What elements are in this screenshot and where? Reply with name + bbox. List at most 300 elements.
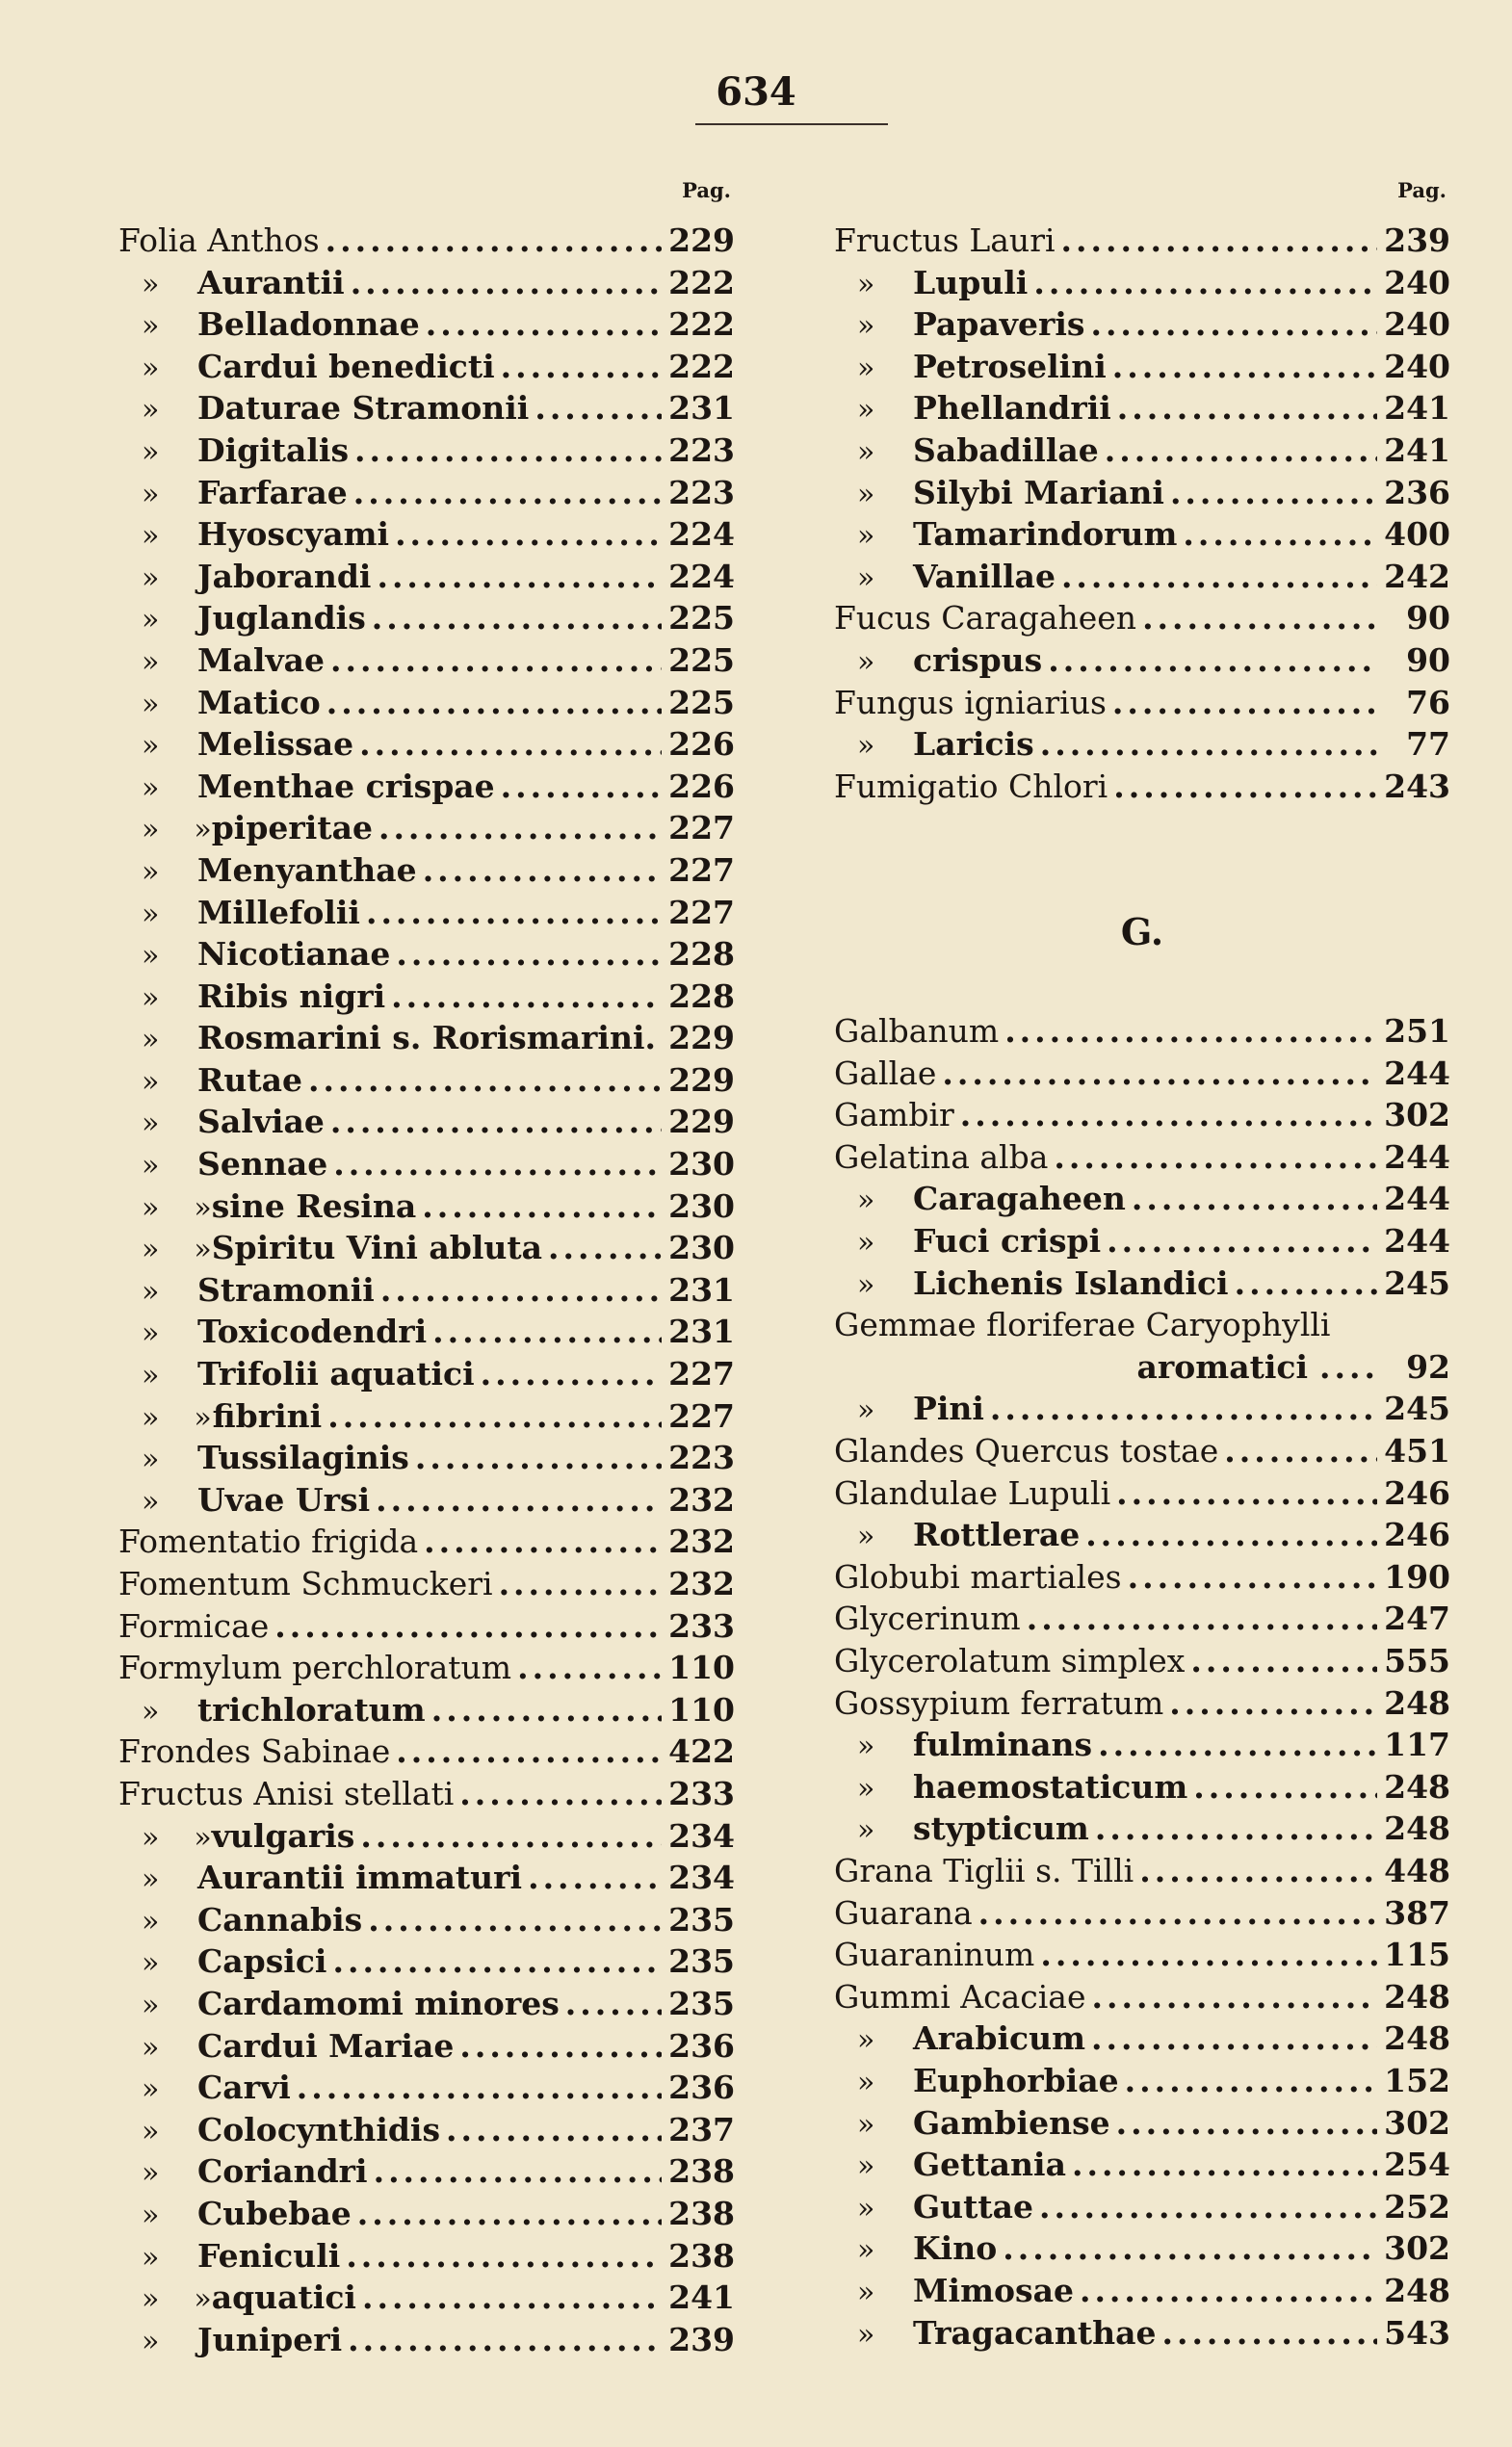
entry-term: Ribis nigri (197, 976, 386, 1015)
index-entry (834, 515, 1450, 558)
entry-page: 222 (668, 347, 735, 385)
entry-page: 248 (1384, 1809, 1450, 1848)
ditto-mark: » (142, 2282, 160, 2317)
dot-leader (348, 2321, 662, 2358)
index-entry (118, 1859, 735, 1901)
index-entry (834, 725, 1450, 768)
index-entry (118, 1355, 735, 1397)
entry-term: Rutae (197, 1060, 303, 1099)
index-entry (118, 221, 735, 264)
entry-page: 302 (1384, 2229, 1450, 2268)
dot-leader (424, 1523, 662, 1560)
index-entry (834, 1978, 1450, 2020)
dot-leader (395, 515, 662, 553)
entry-page: 248 (1384, 1683, 1450, 1722)
entry-page: 242 (1384, 557, 1450, 595)
entry-term: Silybi Mariani (913, 473, 1164, 511)
index-entry (118, 2321, 735, 2363)
ditto-mark: » (142, 2072, 160, 2107)
entry-page: 245 (1384, 1390, 1450, 1428)
spacer (834, 971, 1450, 1013)
dot-leader (1061, 558, 1377, 595)
entry-page: 115 (1384, 1936, 1450, 1974)
entry-page: 244 (1384, 1054, 1450, 1092)
entry-page: 236 (668, 2026, 735, 2065)
ditto-mark: » (857, 560, 875, 595)
ditto-mark: » (194, 1820, 212, 1855)
dot-leader (1039, 2188, 1377, 2226)
dot-leader (330, 641, 662, 679)
ditto-mark: » (142, 309, 160, 344)
entry-page: 238 (668, 2194, 735, 2232)
ditto-mark: » (142, 477, 160, 511)
dot-leader (1183, 515, 1377, 553)
entry-term: sine Resina (211, 1186, 417, 1225)
dot-leader (1040, 1936, 1377, 1973)
entry-term: fibrini (212, 1396, 323, 1435)
entry-page: 241 (668, 2278, 735, 2317)
dot-leader (960, 1096, 1377, 1133)
entry-page: 230 (668, 1145, 735, 1184)
dot-leader (978, 1894, 1377, 1932)
entry-term: Petroselini (913, 347, 1107, 385)
index-entry (118, 809, 735, 851)
entry-page: 230 (668, 1229, 735, 1267)
entry-term: Fructus Lauri (834, 221, 1056, 259)
dot-leader (415, 1439, 662, 1476)
dot-leader (297, 2069, 662, 2106)
page-number: 634 (716, 69, 796, 115)
entry-term: Guttae (913, 2187, 1034, 2226)
index-entry (118, 1649, 735, 1691)
ditto-mark: » (142, 1064, 160, 1099)
ditto-mark: » (857, 519, 875, 554)
index-entry (834, 221, 1450, 264)
dot-leader (1113, 768, 1377, 805)
entry-page: 240 (1384, 263, 1450, 301)
entry-term: trichloratum (197, 1690, 426, 1729)
index-entry (118, 2069, 735, 2111)
entry-page: 248 (1384, 1767, 1450, 1806)
dot-leader (1112, 684, 1377, 721)
entry-page: 238 (668, 2236, 735, 2275)
entry-page: 236 (1384, 473, 1450, 511)
entry-page: 248 (1384, 2019, 1450, 2058)
ditto-mark: » (857, 2107, 875, 2142)
dot-leader (396, 1732, 662, 1770)
ditto-mark: » (857, 644, 875, 679)
entry-page: 226 (668, 725, 735, 764)
ditto-mark: » (142, 519, 160, 554)
ditto-mark: » (857, 2149, 875, 2184)
entry-term: Daturae Stramonii (197, 389, 530, 428)
dot-leader (378, 809, 662, 846)
entry-page: 227 (668, 1396, 735, 1435)
ditto-mark: » (857, 2275, 875, 2309)
entry-term: aquatici (211, 2278, 356, 2317)
dot-leader (1161, 2314, 1377, 2352)
dot-leader (528, 1859, 662, 1896)
entry-page: 245 (1384, 1263, 1450, 1302)
ditto-mark: » (857, 309, 875, 344)
index-entry (834, 558, 1450, 600)
dot-leader (1142, 599, 1377, 637)
ditto-mark: » (857, 351, 875, 385)
index-entry (834, 1432, 1450, 1474)
index-entry (834, 768, 1450, 810)
entry-page: 230 (668, 1186, 735, 1225)
index-entry (118, 2278, 735, 2321)
index-entry (118, 1775, 735, 1817)
entry-term: Gambiense (913, 2103, 1110, 2142)
entry-page: 225 (668, 599, 735, 638)
entry-term: Carvi (197, 2069, 291, 2107)
dot-leader (1091, 2019, 1377, 2057)
dot-leader (499, 1565, 662, 1602)
entry-term: Gummi Acaciae (834, 1977, 1086, 2016)
index-entry (834, 1222, 1450, 1264)
ditto-mark: » (142, 1820, 160, 1855)
entry-term: Formicae (118, 1606, 270, 1645)
index-entry (118, 894, 735, 936)
ditto-mark: » (142, 1946, 160, 1981)
ditto-mark: » (142, 2114, 160, 2148)
index-entry (118, 1565, 735, 1607)
ditto-mark: » (857, 1520, 875, 1554)
index-entry (118, 1901, 735, 1943)
index-entry (118, 1691, 735, 1733)
dot-leader (326, 684, 662, 721)
entry-page: 223 (668, 1439, 735, 1477)
ditto-mark: » (142, 939, 160, 974)
index-entry (834, 474, 1450, 516)
entry-term: Capsici (197, 1942, 327, 1981)
entry-page: 248 (1384, 2271, 1450, 2309)
entry-term: Fomentatio frigida (118, 1523, 419, 1561)
entry-page: 302 (1384, 2103, 1450, 2142)
dot-leader (1132, 1180, 1377, 1217)
entry-term: Gambir (834, 1096, 954, 1134)
entry-term: Gallae (834, 1054, 937, 1092)
index-entry (118, 768, 735, 810)
dot-leader (357, 2195, 662, 2232)
entry-page: 90 (1406, 599, 1450, 638)
entry-page: 231 (668, 1313, 735, 1351)
entry-term: Gossypium ferratum (834, 1683, 1164, 1722)
entry-term: Lichenis Islandici (913, 1263, 1229, 1302)
entry-term: Frondes Sabinae (118, 1732, 391, 1771)
index-entry (118, 1145, 735, 1187)
entry-page: 117 (1384, 1726, 1450, 1764)
entry-term: Millefolii (197, 893, 360, 931)
index-entry (834, 264, 1450, 306)
ditto-mark: » (142, 1359, 160, 1393)
entry-term: Rottlerae (913, 1516, 1081, 1554)
entry-term: Salviae (197, 1103, 325, 1141)
entry-page: 233 (668, 1774, 735, 1812)
dot-leader (346, 2237, 662, 2275)
index-entry (834, 1474, 1450, 1517)
dot-leader (1125, 2062, 1377, 2099)
dot-leader (391, 977, 662, 1015)
index-entry (834, 2188, 1450, 2230)
ditto-mark: » (142, 2030, 160, 2065)
entry-term: Tragacanthae (913, 2313, 1157, 2352)
entry-page: 234 (668, 1816, 735, 1855)
ditto-mark: » (142, 393, 160, 428)
entry-page: 239 (1384, 221, 1450, 259)
entry-term: Juniperi (197, 2320, 343, 2358)
entry-page: 229 (668, 1060, 735, 1099)
entry-term: Uvae Ursi (197, 1480, 371, 1519)
ditto-mark: » (857, 2233, 875, 2268)
entry-term: Arabicum (913, 2019, 1085, 2058)
entry-term: Rosmarini s. Rorismarini. (197, 1019, 656, 1057)
dot-leader (1040, 725, 1377, 763)
entry-page: 235 (668, 1984, 735, 2022)
entry-term: Menyanthae (197, 850, 417, 889)
entry-page: 229 (668, 221, 735, 259)
entry-page: 226 (668, 767, 735, 805)
index-entry (834, 2019, 1450, 2062)
dot-leader (1105, 431, 1377, 469)
dot-leader (396, 935, 662, 973)
dot-leader (1091, 1978, 1377, 2016)
entry-term: Hyoscyami (197, 515, 390, 554)
index-entry (834, 2272, 1450, 2314)
entry-term: Cardui benedicti (197, 347, 495, 385)
entry-term: Grana Tiglii s. Tilli (834, 1851, 1134, 1889)
ditto-mark: » (142, 603, 160, 638)
ditto-mark: » (142, 1316, 160, 1351)
entry-page: 232 (668, 1523, 735, 1561)
ditto-mark: » (142, 1862, 160, 1897)
entry-term: Sabadillae (913, 430, 1099, 469)
index-entry (118, 2237, 735, 2279)
entry-page: 231 (668, 389, 735, 428)
dot-leader (431, 1691, 662, 1729)
entry-page: 227 (668, 893, 735, 931)
entry-term: vulgaris (211, 1816, 355, 1855)
index-entry (834, 1390, 1450, 1432)
entry-page: 235 (668, 1942, 735, 1981)
dot-leader (1116, 1474, 1377, 1512)
index-entry (118, 1607, 735, 1650)
index-entry (118, 431, 735, 474)
entry-term: Fucus Caragaheen (834, 599, 1137, 638)
entry-page: 90 (1406, 640, 1450, 679)
index-entry (834, 1852, 1450, 1894)
entry-page: 543 (1384, 2313, 1450, 2352)
ditto-mark: » (142, 1904, 160, 1939)
ditto-mark: » (142, 2156, 160, 2191)
entry-page: 254 (1384, 2146, 1450, 2184)
index-entry (834, 389, 1450, 431)
dot-leader (423, 851, 662, 889)
index-entry (834, 2146, 1450, 2188)
entry-term: Lupuli (913, 263, 1029, 301)
entry-term: Laricis (913, 725, 1034, 764)
index-entry (118, 1817, 735, 1860)
entry-page: 227 (668, 850, 735, 889)
entry-page: 229 (668, 1019, 735, 1057)
entry-page: 232 (668, 1480, 735, 1519)
ditto-mark: » (857, 1393, 875, 1428)
dot-leader (1193, 1768, 1377, 1806)
entry-term: Melissae (197, 725, 354, 764)
entry-term: Sennae (197, 1145, 328, 1184)
entry-page: 232 (668, 1565, 735, 1602)
dot-leader (332, 1942, 662, 1980)
entry-page: 110 (668, 1649, 735, 1687)
entry-page: 234 (668, 1859, 735, 1897)
entry-page: 252 (1384, 2187, 1450, 2226)
entry-term: piperitae (211, 809, 373, 847)
page-number-rule (695, 123, 888, 125)
index-entry (834, 1768, 1450, 1810)
dot-leader (377, 558, 662, 595)
ditto-mark: » (142, 770, 160, 805)
entry-page: 243 (1384, 767, 1450, 805)
dot-leader (1027, 1600, 1377, 1637)
dot-leader (501, 768, 662, 805)
dot-leader (990, 1390, 1377, 1427)
spacer (834, 851, 1450, 894)
ditto-mark: » (142, 1484, 160, 1519)
entry-page: 451 (1384, 1432, 1450, 1471)
entry-page: 222 (668, 305, 735, 344)
entry-term: Digitalis (197, 430, 350, 469)
index-entry (118, 2111, 735, 2153)
entry-page: 240 (1384, 347, 1450, 385)
entry-page: 231 (668, 1270, 735, 1309)
entry-term: Glandes Quercus tostae (834, 1432, 1219, 1471)
index-entry (834, 1684, 1450, 1727)
entry-term: crispus (913, 640, 1043, 679)
ditto-mark: » (142, 1988, 160, 2022)
ditto-mark: » (142, 644, 160, 679)
index-entry (834, 1726, 1450, 1768)
index-entry (118, 1481, 735, 1523)
entry-term: fulminans (913, 1726, 1093, 1764)
entry-page: 448 (1384, 1851, 1450, 1889)
ditto-mark: » (142, 560, 160, 595)
entry-term: Coriandri (197, 2152, 368, 2191)
entry-page: 241 (1384, 389, 1450, 428)
entry-term: Stramonii (197, 1270, 375, 1309)
index-entry (118, 2195, 735, 2237)
entry-page: 400 (1384, 515, 1450, 554)
index-entry (834, 2062, 1450, 2104)
ditto-mark: » (142, 1233, 160, 1267)
dot-leader (1128, 1558, 1377, 1596)
index-entry (834, 1306, 1450, 1348)
entry-term: Farfarae (197, 473, 348, 511)
index-entry (118, 935, 735, 977)
entry-term: Cubebae (197, 2194, 352, 2232)
index-entry (834, 684, 1450, 726)
entry-term: Papaveris (913, 305, 1085, 344)
dot-leader (353, 474, 662, 511)
index-entry (834, 1642, 1450, 1684)
index-entry (834, 1180, 1450, 1222)
entry-page: 223 (668, 430, 735, 469)
index-entry (118, 1019, 735, 1061)
entry-term: Fomentum Schmuckeri (118, 1565, 493, 1602)
dot-leader (360, 1817, 662, 1855)
entry-term: Folia Anthos (118, 221, 320, 259)
entry-page: 224 (668, 515, 735, 554)
ditto-mark: » (857, 434, 875, 469)
dot-leader (1080, 2272, 1377, 2309)
ditto-mark: » (194, 1400, 212, 1435)
entry-term: Vanillae (913, 557, 1056, 595)
spacer (834, 809, 1450, 851)
dot-leader (565, 1985, 662, 2022)
dot-leader (380, 1271, 662, 1309)
ditto-mark: » (142, 2198, 160, 2232)
dot-leader (1224, 1432, 1377, 1470)
index-column-right (834, 178, 1450, 2356)
dot-leader (376, 1481, 662, 1519)
index-entry (118, 2027, 735, 2070)
ditto-mark: » (142, 1149, 160, 1184)
dot-leader (327, 1397, 662, 1435)
index-entry (118, 474, 735, 516)
entry-page: 228 (668, 976, 735, 1015)
entry-term: Malvae (197, 640, 325, 679)
index-entry (118, 977, 735, 1020)
dot-leader (548, 1229, 662, 1266)
dot-leader (1117, 389, 1377, 427)
dot-leader (1319, 1348, 1377, 1386)
entry-term: Caragaheen (913, 1180, 1126, 1218)
dot-leader (517, 1649, 662, 1686)
dot-leader (426, 305, 662, 343)
dot-leader (362, 2278, 662, 2316)
pag-label: Pag. (1397, 178, 1447, 202)
dot-leader (432, 1313, 662, 1350)
entry-term: Menthae crispae (197, 767, 495, 805)
ditto-mark: » (857, 729, 875, 764)
index-entry (118, 599, 735, 641)
ditto-mark: » (142, 1023, 160, 1057)
ditto-mark: » (142, 1694, 160, 1729)
ditto-mark: » (857, 267, 875, 301)
ditto-mark: » (142, 1190, 160, 1225)
entry-term: Fructus Anisi stellati (118, 1774, 455, 1812)
entry-term: Trifolii aquatici (197, 1355, 475, 1393)
entry-term: Phellandrii (913, 389, 1111, 428)
ditto-mark: » (142, 1106, 160, 1141)
index-entry (118, 1942, 735, 1985)
index-entry (834, 599, 1450, 641)
ditto-mark: » (142, 980, 160, 1015)
index-entry (118, 1271, 735, 1314)
dot-leader (459, 1775, 662, 1812)
entry-page: 152 (1384, 2061, 1450, 2099)
entry-page: 251 (1384, 1012, 1450, 1051)
entry-term: Formylum perchloratum (118, 1649, 512, 1687)
dot-leader (501, 348, 662, 385)
dot-leader (1169, 1684, 1377, 1722)
entry-term: Tussilaginis (197, 1439, 409, 1477)
ditto-mark: » (142, 1443, 160, 1477)
index-entry (834, 1054, 1450, 1097)
entry-page: 110 (668, 1690, 735, 1729)
index-entry (834, 1936, 1450, 1978)
index-entry (118, 1439, 735, 1481)
